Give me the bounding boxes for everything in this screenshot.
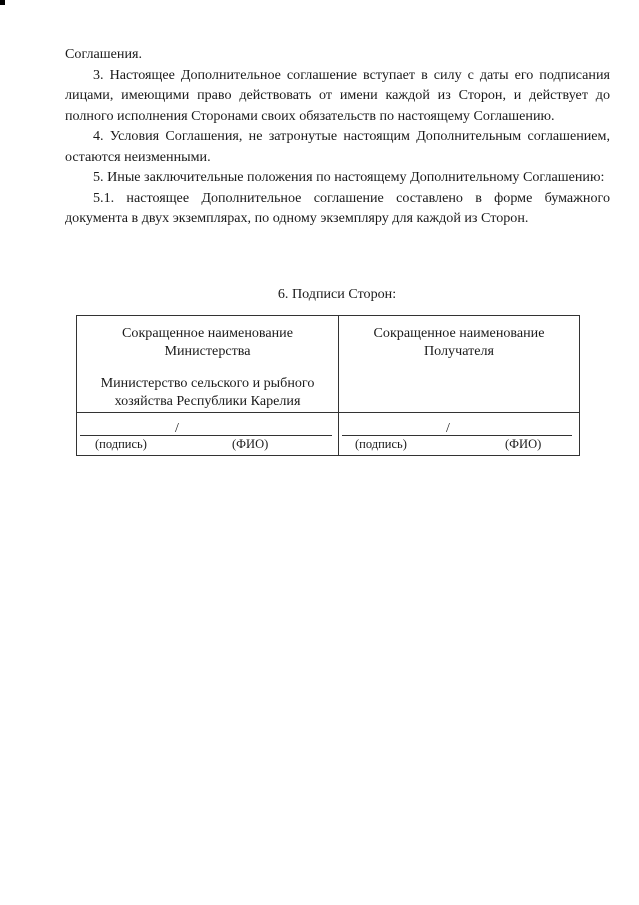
ministry-sign-caption: (подпись) [95,437,147,451]
ministry-signature-slash: / [175,421,179,436]
ministry-name-line2: хозяйства Республики Карелия [114,393,301,409]
ministry-name-line1: Министерство сельского и рыбного [100,375,315,391]
recipient-header [339,324,579,360]
agreement-text [65,44,610,229]
paragraph-4: 4. Условия Соглашения, не затронутые настоящим Дополнительным соглашением, остаются неизменными. [65,128,610,165]
paragraph-5-1: 5.1. настоящее Дополнительное соглашение составлено в форме бумажного документа в двух экземплярах, по одному экземпляру для каждой из Сторон. [65,189,610,226]
paragraph-continuation: Соглашения. [65,46,142,62]
ministry-signature-line [80,435,332,436]
signatures-table [76,315,580,456]
recipient-sign-caption: (подпись) [355,437,407,451]
ministry-name [77,374,338,410]
recipient-header-line2: Получателя [423,343,495,359]
scan-corner-mark [0,0,5,5]
recipient-signature-slash: / [446,421,450,436]
recipient-fio-caption: (ФИО) [505,437,542,451]
ministry-fio-caption: (ФИО) [232,437,269,451]
paragraph-3: 3. Настоящее Дополнительное соглашение вступает в силу с даты его подписания лицами, имеющими право действовать от имени каждой из Сторон, и действует до полного исполнения Сторонами своих обязательств по настоящему Соглашению. [65,66,610,124]
paragraph-5: 5. Иные заключительные положения по настоящему Дополнительному Соглашению: [93,169,605,185]
ministry-header [77,324,338,360]
recipient-signature-line [342,435,572,436]
recipient-header-line1: Сокращенное наименование [373,325,545,341]
section-title: 6. Подписи Сторон: [277,286,397,302]
ministry-header-line1: Сокращенное наименование [122,325,293,341]
ministry-header-line2: Министерства [164,343,251,359]
table-row-divider [77,412,579,413]
